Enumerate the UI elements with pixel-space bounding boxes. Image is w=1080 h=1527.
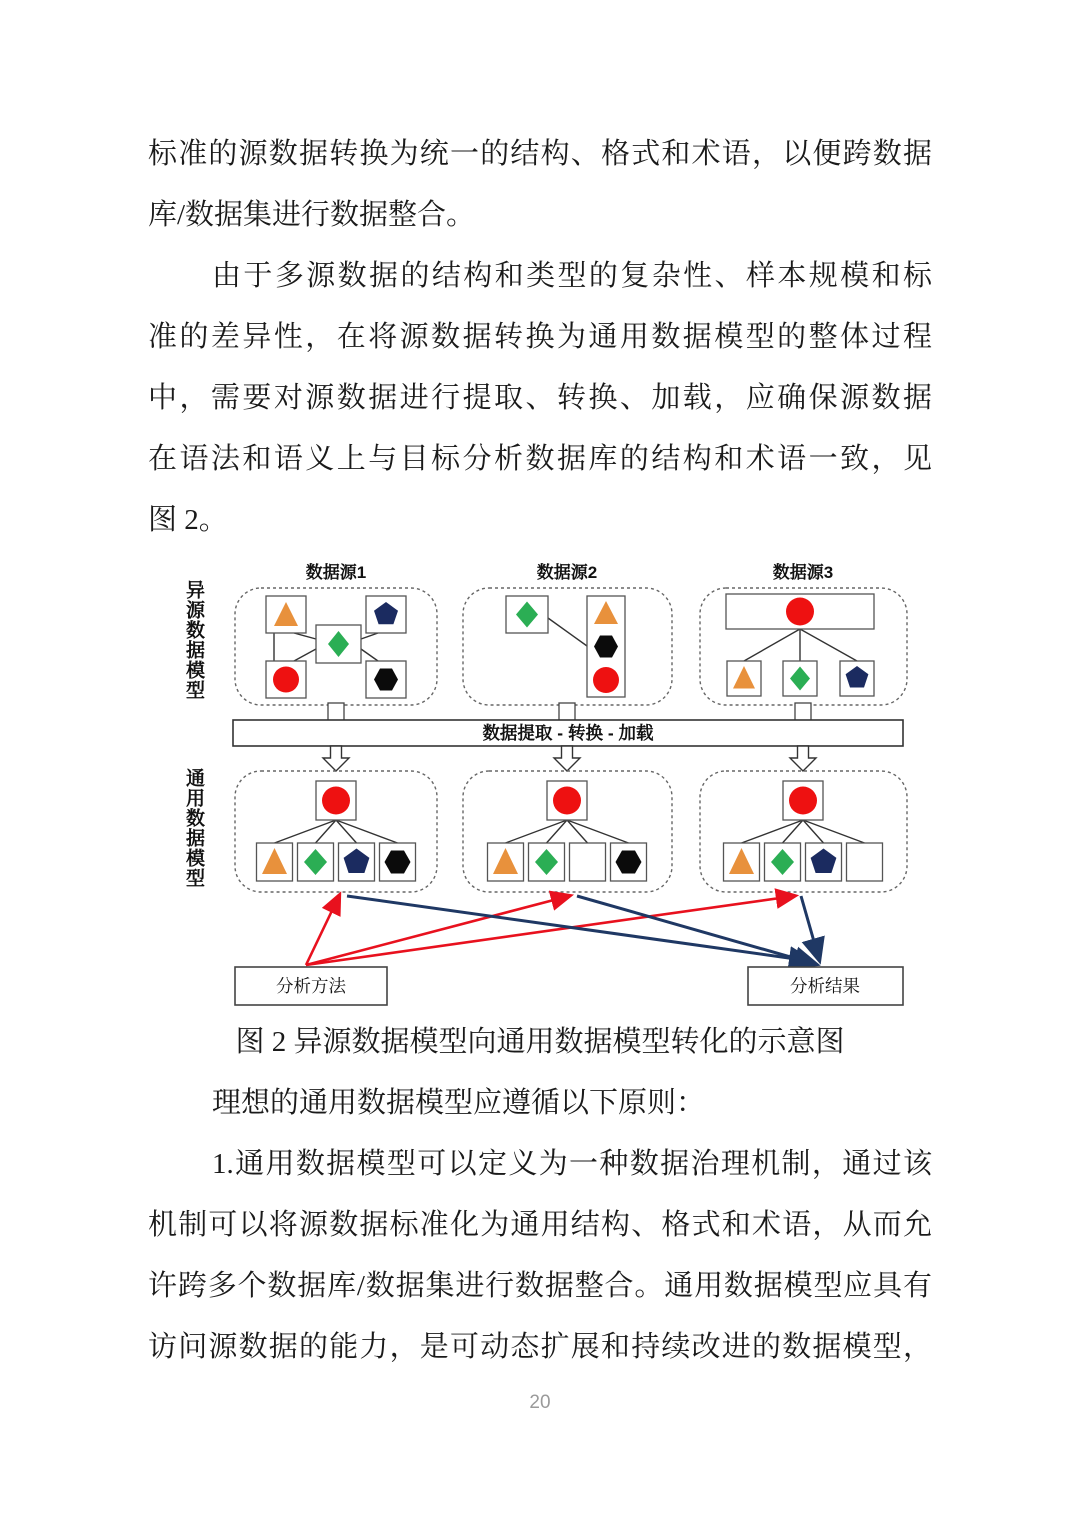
edge — [275, 820, 337, 843]
body-line: 库/数据集进行数据整合。 — [148, 199, 476, 231]
paragraph-block-top — [148, 124, 932, 551]
connector-stub — [559, 703, 575, 722]
body-line: 在语法和语义上与目标分析数据库的结构和术语一致，见 — [148, 443, 932, 475]
red-arrow — [306, 896, 794, 965]
edge — [361, 633, 378, 639]
edge — [800, 629, 857, 661]
page-number: 20 — [529, 1392, 551, 1413]
edge — [742, 820, 804, 843]
circle-icon — [786, 598, 814, 626]
body-line: 由于多源数据的结构和类型的复杂性、样本规模和标 — [212, 260, 932, 292]
edge — [294, 633, 316, 639]
connector-stub — [328, 703, 344, 722]
body-line: 准的差异性，在将源数据转换为通用数据模型的整体过程 — [148, 321, 932, 353]
body-line: 标准的源数据转换为统一的结构、格式和术语，以便跨数据 — [148, 138, 932, 170]
body-line: 理想的通用数据模型应遵循以下原则： — [212, 1087, 706, 1119]
edge — [803, 820, 865, 843]
row-label-heterogeneous-model: 异源数据模型 — [183, 580, 204, 700]
figure-caption: 图 2 异源数据模型向通用数据模型转化的示意图 — [235, 1026, 845, 1058]
connector-stub — [795, 703, 811, 722]
edge — [567, 820, 629, 843]
red-arrow — [306, 896, 569, 965]
figure-2-diagram — [160, 552, 930, 1012]
red-arrow — [306, 896, 339, 965]
circle-icon — [273, 667, 299, 693]
down-arrow-icon — [790, 746, 816, 771]
body-line: 访问源数据的能力，是可动态扩展和持续改进的数据模型， — [148, 1331, 932, 1363]
body-line: 图 2。 — [148, 504, 228, 536]
circle-icon — [553, 787, 581, 815]
circle-icon — [322, 787, 350, 815]
paragraph-block-bottom — [148, 1073, 932, 1378]
edge — [361, 649, 378, 661]
edge — [294, 649, 316, 661]
blue-arrow — [577, 896, 815, 964]
down-arrow-icon — [323, 746, 349, 771]
edge — [744, 629, 800, 661]
body-line: 许跨多个数据库/数据集进行数据整合。通用数据模型应具有 — [148, 1270, 932, 1302]
source3-label: 数据源3 — [772, 563, 834, 582]
blue-arrow — [347, 896, 810, 961]
edge — [336, 820, 398, 843]
diagram-canvas — [160, 552, 930, 1012]
circle-icon — [593, 667, 619, 693]
circle-icon — [789, 787, 817, 815]
row-label-common-model: 通用数据模型 — [183, 768, 204, 888]
empty-node-box — [570, 843, 606, 881]
source2-label: 数据源2 — [536, 563, 598, 582]
blue-arrow — [801, 896, 819, 959]
analysis-result-label: 分析结果 — [790, 976, 860, 996]
body-line: 1.通用数据模型可以定义为一种数据治理机制，通过该 — [212, 1148, 932, 1180]
body-line: 中，需要对源数据进行提取、转换、加载，应确保源数据 — [148, 382, 932, 414]
edge — [506, 820, 568, 843]
analysis-method-label: 分析方法 — [276, 976, 346, 996]
edge — [548, 618, 587, 646]
source1-label: 数据源1 — [305, 563, 367, 582]
body-line: 机制可以将源数据标准化为通用结构、格式和术语，从而允 — [148, 1209, 932, 1241]
source2-container — [463, 588, 672, 705]
down-arrow-icon — [554, 746, 580, 771]
empty-node-box — [847, 843, 883, 881]
etl-bar-label: 数据提取 - 转换 - 加载 — [482, 723, 654, 743]
